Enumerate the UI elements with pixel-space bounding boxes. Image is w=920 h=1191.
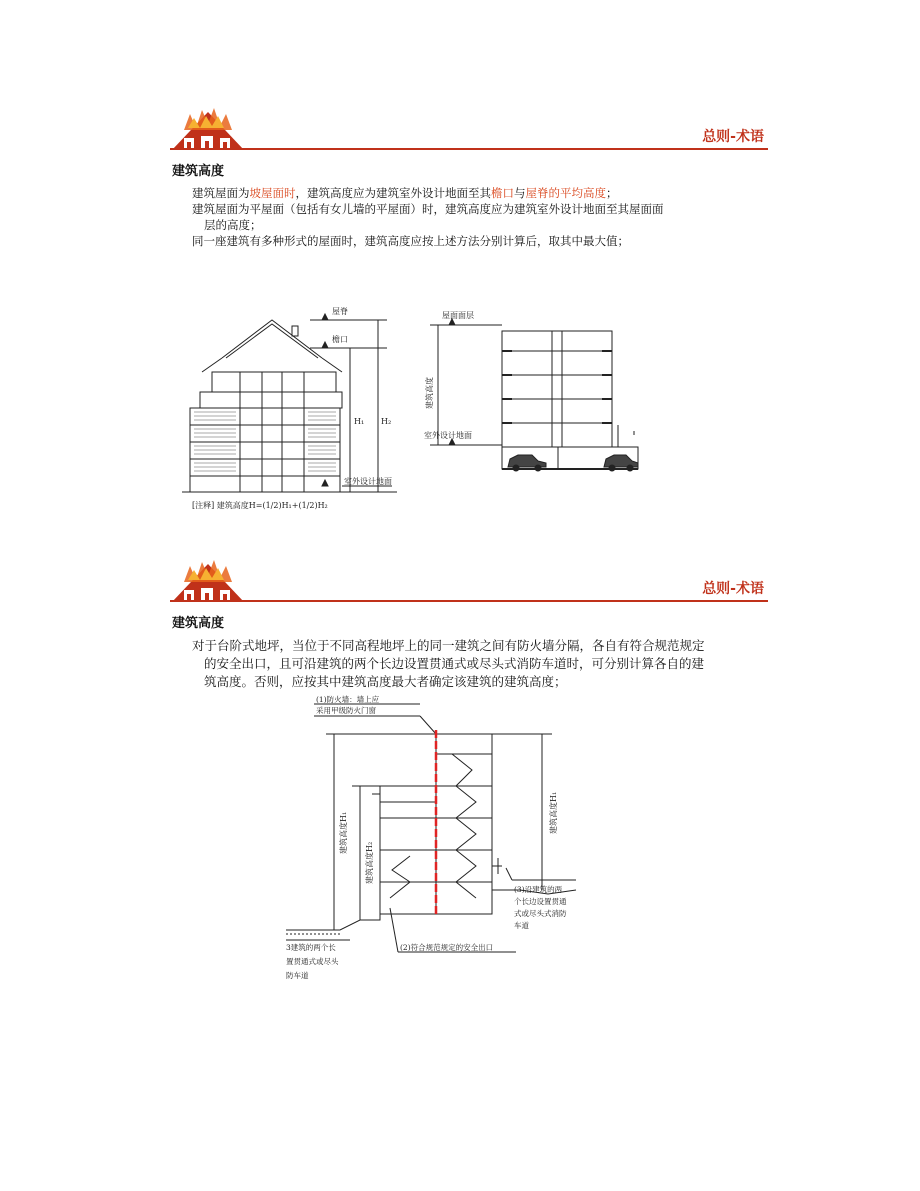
text-line-3: 筑高度。否则，应按其中建筑高度最大者确定该建筑的建筑高度； [204, 674, 567, 689]
header-title: 总则-术语 [702, 129, 764, 145]
section-title: 建筑高度 [172, 164, 225, 179]
height-h1-right-label: 建筑高度H₁ [549, 791, 558, 834]
height-h2-label: 建筑高度H₂ [365, 841, 374, 884]
slide-header [170, 100, 768, 150]
slide-2 [170, 552, 768, 980]
ground-label: 室外设计地面 [344, 477, 392, 486]
roof-label: 屋面面层 [442, 311, 474, 320]
text-line-1: 建筑屋面为坡屋面时，建筑高度应为建筑室外设计地面至其檐口与屋脊的平均高度； [192, 186, 618, 200]
text-line-2: 建筑屋面为平屋面（包括有女儿墙的平屋面）时，建筑高度应为建筑室外设计地面至其屋面面 [192, 202, 664, 216]
ground-label: 室外设计地面 [424, 431, 472, 440]
header-title: 总则-术语 [702, 581, 764, 597]
stepped-ground-figure [280, 694, 580, 986]
header-rule [170, 148, 768, 150]
left-note-line3: 防车道 [286, 971, 309, 980]
section-title: 建筑高度 [172, 616, 225, 631]
note1-line1: (1)防火墙：墙上应 [316, 695, 380, 704]
flat-roof-figure [422, 305, 642, 483]
slide-1 [170, 100, 768, 510]
formula-note: [注释] 建筑高度H=(1/2)H₁+(1/2)H₂ [192, 501, 328, 510]
note3-line2: 个长边设置贯通 [514, 897, 567, 906]
sloped-roof-figure [182, 300, 418, 510]
text-line-1: 对于台阶式地坪，当位于不同高程地坪上的同一建筑之间有防火墙分隔，各自有符合规范规定 [192, 638, 705, 653]
note3-line4: 车道 [514, 921, 529, 930]
height-label: 建筑高度 [425, 377, 434, 409]
left-note-line1: 3建筑的两个长 [286, 943, 336, 952]
ridge-label: 屋脊 [332, 307, 348, 316]
text-line-2: 的安全出口，且可沿建筑的两个长边设置贯通式或尽头式消防车道时，可分别计算各自的建 [204, 656, 705, 671]
paragraph-1 [192, 637, 768, 691]
header-rule [170, 600, 768, 602]
text-line-3: 同一座建筑有多种形式的屋面时，建筑高度应按上述方法分别计算后，取其中最大值； [192, 234, 629, 248]
note3-line1: (3)沿建筑的两 [514, 885, 563, 894]
paragraph-1 [192, 185, 768, 249]
eave-label: 檐口 [332, 335, 348, 344]
left-note-line2: 置贯通式或尽头 [286, 957, 339, 966]
h2-label: H₂ [381, 417, 392, 426]
note1-line2: 采用甲级防火门窗 [316, 706, 376, 715]
note2-text: (2)符合规范规定的安全出口 [400, 943, 494, 952]
note3-line3: 式或尽头式消防 [514, 909, 567, 918]
slide-header [170, 552, 768, 602]
height-h1-label: 建筑高度H₁ [339, 811, 348, 854]
h1-label: H₁ [354, 417, 365, 426]
text-line-2-cont: 层的高度； [204, 218, 262, 232]
